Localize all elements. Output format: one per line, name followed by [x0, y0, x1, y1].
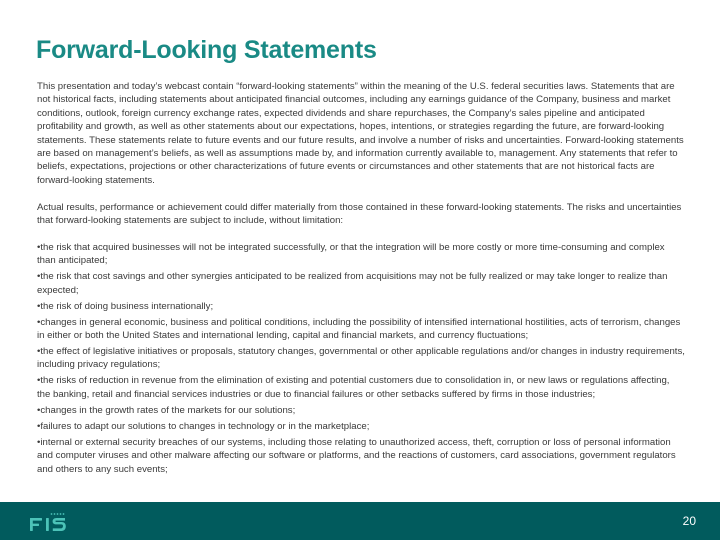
- risks-paragraph: Actual results, performance or achievement could differ materially from those contained in these forward-looking statements. The risks and uncertainties that forward-looking statements are subject to include, without limitation:: [37, 201, 682, 227]
- slide-body: [37, 80, 685, 479]
- list-item: •the risk that cost savings and other synergies anticipated to be realized from acquisitions may not be fully realized or may take longer to realize than expected;: [37, 271, 668, 296]
- risk-list: [37, 241, 685, 476]
- list-item: •failures to adapt our solutions to changes in technology or in the marketplace;: [37, 420, 370, 432]
- fis-logo: [28, 511, 76, 533]
- list-item: •internal or external security breaches of our systems, including those relating to unauthorized access, theft, corruption or loss of personal information and computer viruses and other malware affecting our software or platforms, and the reactions of customers, card associations, government regulators and others to any such events;: [37, 436, 676, 475]
- footer-bar: [0, 502, 720, 540]
- list-item: •the effect of legislative initiatives or proposals, statutory changes, governmental or other applicable regulations and/or changes in industry requirements, including privacy regulations;: [37, 346, 685, 371]
- list-item: •the risk of doing business internationally;: [37, 300, 214, 312]
- list-item: •the risk that acquired businesses will not be integrated successfully, or that the integration will be more costly or more time-consuming and complex than anticipated;: [37, 241, 665, 267]
- slide-title: Forward-Looking Statements: [36, 36, 377, 64]
- list-item: •the risks of reduction in revenue from the elimination of existing and potential customers due to consolidation in, or new laws or regulations affecting, the banking, retail and financial services industries or due to financial failures or other setbacks suffered by firms in those industries;: [37, 375, 670, 400]
- page-number: 20: [682, 514, 696, 528]
- intro-paragraph: This presentation and today’s webcast contain “forward-looking statements” within the meaning of the U.S. federal securities laws. Statements that are not historical facts, including statements about anticipated financial outcomes, including any earnings guidance of the Company, business and market conditions, outlook, foreign currency exchange rates, expected dividends and share repurchases, the Company’s sales pipeline and anticipated profitability and growth, as well as other statements about our expectations, hopes, intentions, or strategies regarding the future, are forward-looking statements. These statements relate to future events and our future results, and involve a number of risks and uncertainties. Forward-looking statements are based on management’s beliefs, as well as assumptions made by, and information currently available to, management. Any statements that refer to beliefs, expectations, projections or other characterizations of future events or circumstances and other statements that are not historical facts are forward-looking statements.: [37, 81, 684, 186]
- list-item: •changes in the growth rates of the markets for our solutions;: [37, 404, 296, 416]
- list-item: •changes in general economic, business and political conditions, including the possibility of intensified international hostilities, acts of terrorism, changes in either or both the United States and international lending, capital and financial markets, and currency fluctuations;: [37, 316, 681, 342]
